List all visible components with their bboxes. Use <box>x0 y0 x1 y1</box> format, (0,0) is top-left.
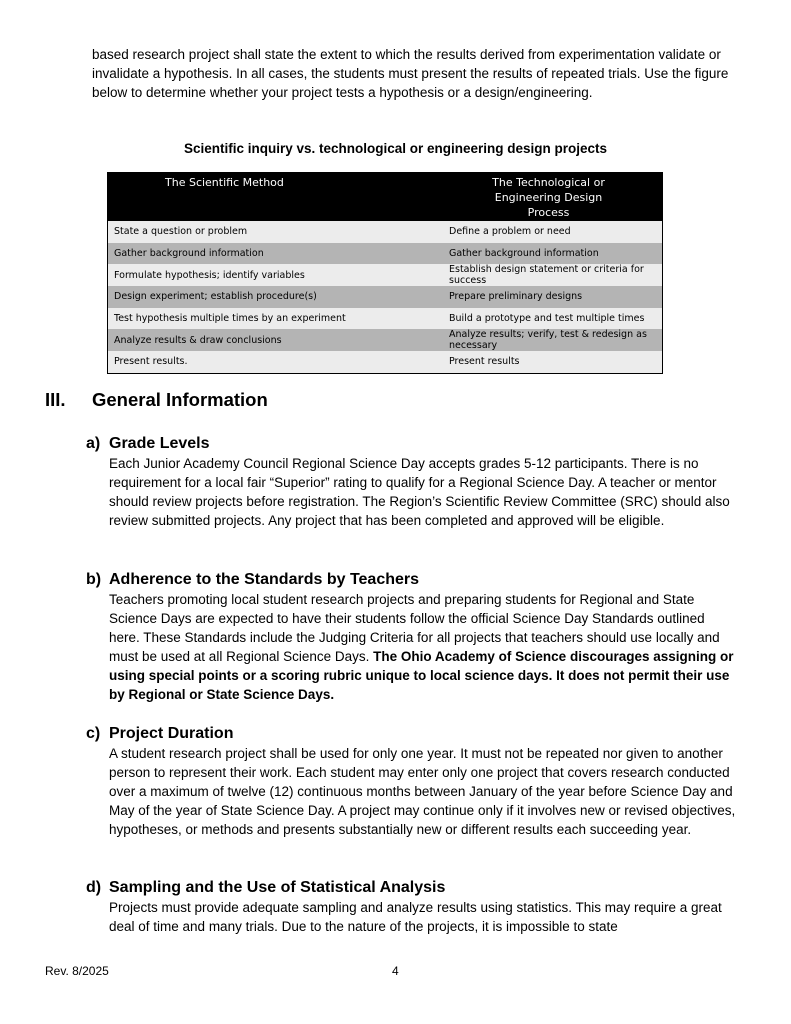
subsection-body-text: Teachers promoting local student research projects and preparing students for Regional and State Science Days are expected to have their students follow the official Science Day Standards outlined here. These Standards include the Judging Criteria for all projects that teachers should use locally and must be used at all Regional Science Days. <box>109 592 720 664</box>
table-row <box>108 308 662 330</box>
table-cell: Formulate hypothesis; identify variables <box>108 264 435 286</box>
table-row <box>108 264 662 286</box>
header-design-process-text: The Technological or Engineering Design Process <box>492 176 605 219</box>
table-row <box>108 329 662 351</box>
intro-text: based research project shall state the extent to which the results derived from experimentation validate or invalidate a hypothesis. In all cases, the students must present the results of repeated trials. Use the figure below to determine whether your project tests a hypothesis or a design/engineering. <box>92 47 729 100</box>
subsection-title: Grade Levels <box>109 435 210 452</box>
header-scientific-method: The Scientific Method <box>108 173 435 221</box>
table-row <box>108 221 662 243</box>
subsection-letter: b) <box>86 571 102 588</box>
header-design-process <box>435 173 662 221</box>
table-row <box>108 243 662 265</box>
subsection-title: Adherence to the Standards by Teachers <box>109 571 420 588</box>
subsection-sampling <box>86 878 736 936</box>
subsection-heading <box>86 724 736 744</box>
table-cell: Test hypothesis multiple times by an experiment <box>108 308 435 330</box>
subsection-body: Projects must provide adequate sampling and analyze results using statistics. This may require a great deal of time and many trials. Due to the nature of the projects, it is impossible to state <box>109 900 722 934</box>
table-cell: Analyze results; verify, test & redesign as necessary <box>435 329 662 351</box>
subsection-letter: a) <box>86 435 101 452</box>
figure-title: Scientific inquiry vs. technological or engineering design projects <box>183 141 608 156</box>
table-cell: Prepare preliminary designs <box>435 286 662 308</box>
table-cell: Build a prototype and test multiple times <box>435 308 662 330</box>
subsection-heading <box>86 570 736 590</box>
table-cell: Analyze results & draw conclusions <box>108 329 435 351</box>
subsection-heading <box>86 878 736 898</box>
section-title: General Information <box>92 389 268 410</box>
subsection-heading <box>86 434 736 454</box>
subsection-letter: d) <box>86 879 102 896</box>
subsection-project-duration <box>86 724 736 839</box>
table-cell: Gather background information <box>435 243 662 265</box>
footer-revision: Rev. 8/2025 <box>45 964 109 978</box>
subsection-adherence <box>86 570 736 704</box>
table-cell: Define a problem or need <box>435 221 662 243</box>
section-heading <box>45 389 268 411</box>
table-cell: Present results. <box>108 351 435 373</box>
table-row <box>108 351 662 373</box>
section-number: III. <box>45 389 66 410</box>
subsection-body <box>109 590 736 704</box>
subsection-letter: c) <box>86 725 101 742</box>
table-row <box>108 286 662 308</box>
page-number: 4 <box>392 964 399 978</box>
subsection-body-bold-text: The Ohio Academy of Science discourages assigning or using special points or a scoring rubric unique to local science days. It does not permit their use by Regional or State Science Days. <box>109 649 734 702</box>
comparison-table <box>107 172 663 374</box>
table-cell: State a question or problem <box>108 221 435 243</box>
subsection-title: Sampling and the Use of Statistical Analysis <box>109 879 446 896</box>
table-header-row <box>108 173 662 221</box>
table-cell: Present results <box>435 351 662 373</box>
table-cell: Design experiment; establish procedure(s) <box>108 286 435 308</box>
subsection-grade-levels <box>86 434 736 530</box>
subsection-body: A student research project shall be used for only one year. It must not be repeated nor given to another person to represent their work. Each student may enter only one project that covers research conducted over a maximum of twelve (12) continuous months between January of the year before Science Day and May of the year of State Science Day. A project may continue only if it involves new or revised objectives, hypotheses, or methods and presents substantially new or different results each succeeding year. <box>109 746 736 837</box>
table-cell: Gather background information <box>108 243 435 265</box>
intro-paragraph <box>92 45 732 102</box>
subsection-body: Each Junior Academy Council Regional Science Day accepts grades 5-12 participants. There is no requirement for a local fair “Superior” rating to qualify for a Regional Science Day. A teacher or mentor should review projects before registration. The Region’s Scientific Review Committee (SRC) should also review submitted projects. Any project that has been completed and approved will be eligible. <box>109 456 730 528</box>
subsection-title: Project Duration <box>109 725 234 742</box>
table-cell: Establish design statement or criteria for success <box>435 264 662 286</box>
